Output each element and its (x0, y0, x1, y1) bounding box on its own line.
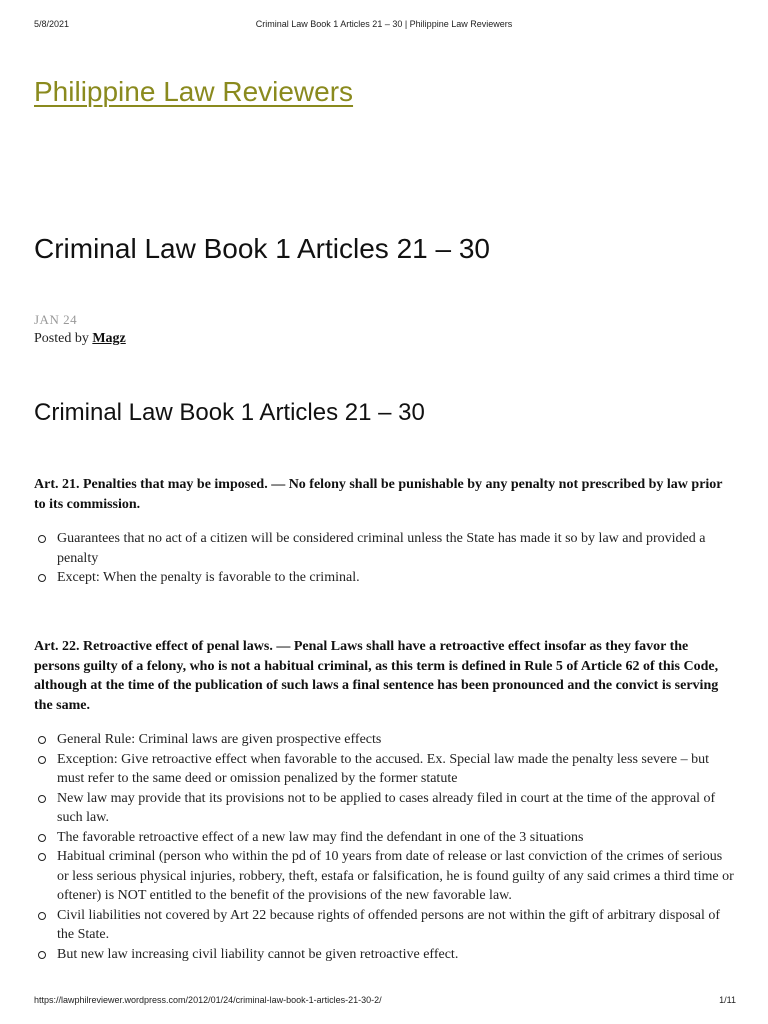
site-title-link[interactable]: Philippine Law Reviewers (34, 76, 354, 107)
list-item: Exception: Give retroactive effect when favorable to the accused. Ex. Special law made the penalty less severe – but must refer to the same deed or omission penalized by the former statute (34, 750, 736, 789)
list-item: New law may provide that its provisions not to be applied to cases already filed in court at the time of the approval of such law. (34, 789, 736, 828)
print-header (0, 19, 768, 31)
list-item: Civil liabilities not covered by Art 22 because rights of offended persons are not within the gift of arbitrary disposal of the State. (34, 906, 736, 945)
list-item: But new law increasing civil liability cannot be given retroactive effect. (34, 945, 736, 965)
print-date: 5/8/2021 (34, 19, 70, 29)
posted-by-label: Posted by (34, 331, 89, 346)
author-link[interactable]: Magz (92, 331, 126, 346)
content-title: Criminal Law Book 1 Articles 21 – 30 (34, 399, 425, 426)
article-21-heading: Art. 21. Penalties that may be imposed. — No felony shall be punishable by any penalty not prescribed by law prior to its commission. (34, 477, 723, 512)
print-page-number: 1/11 (719, 995, 736, 1005)
post-title: Criminal Law Book 1 Articles 21 – 30 (34, 233, 490, 264)
list-item: Except: When the penalty is favorable to the criminal. (34, 568, 736, 588)
print-url: https://lawphilreviewer.wordpress.com/2012/01/24/criminal-law-book-1-articles-21-30-2/ (34, 995, 382, 1005)
post-date: JAN 24 (34, 312, 78, 327)
article-22-points (34, 730, 736, 964)
article-22-heading: Art. 22. Retroactive effect of penal laws. — Penal Laws shall have a retroactive effect insofar as they favor the persons guilty of a felony, who is not a habitual criminal, as this term is defined in Rule 5 of Article 62 of this Code, although at the time of the publication of such laws a final sentence has been pronounced and the convict is serving the same. (34, 639, 719, 713)
print-page-title: Criminal Law Book 1 Articles 21 – 30 | Philippine Law Reviewers (255, 19, 513, 29)
list-item: General Rule: Criminal laws are given prospective effects (34, 730, 736, 750)
article-21-points (34, 529, 736, 588)
list-item: Guarantees that no act of a citizen will be considered criminal unless the State has made it so by law and provided a penalty (34, 529, 736, 568)
post-byline (34, 331, 126, 347)
print-footer (0, 995, 768, 1007)
list-item: Habitual criminal (person who within the pd of 10 years from date of release or last conviction of the crimes of serious or less serious physical injuries, robbery, theft, estafa or falsification, he is found guilty of any said crimes a third time or oftener) is NOT entitled to the benefit of the provisions of the new favorable law. (34, 847, 736, 906)
list-item: The favorable retroactive effect of a new law may find the defendant in one of the 3 situations (34, 828, 736, 848)
